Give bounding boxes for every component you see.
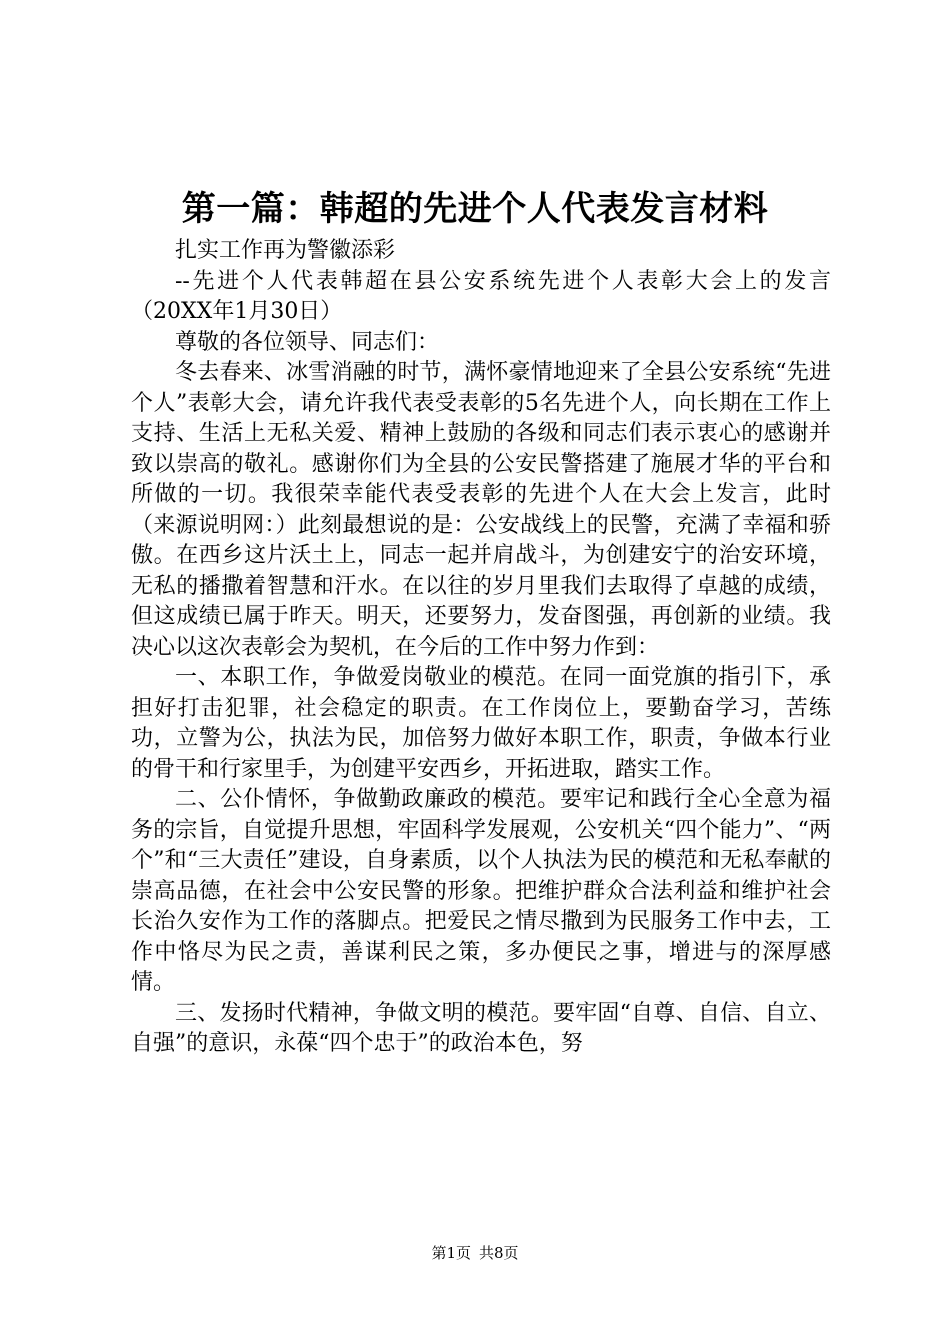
page-total: 共8页 <box>479 1244 519 1262</box>
paragraph-salutation: 尊敬的各位领导、同志们： <box>175 329 440 355</box>
paragraph-byline: --先进个人代表韩超在县公安系统先进个人表彰大会上的发言（20XX年1月30日） <box>131 268 831 324</box>
paragraph-point-two: 二、公仆情怀，争做勤政廉政的模范。要牢记和践行全心全意为福务的宗旨，自觉提升思想，牢固科学发展观，公安机关“四个能力”、“两个”和“三大责任”建设，自身素质，以个人执法为民的模范和无私奉献的崇高品德，在社会中公安民警的形象。把维护群众合法利益和维护社会长治久安作为工作的落脚点。把爱民之情尽撒到为民服务工作中去，工作中恪尽为民之责，善谋利民之策，多办便民之事，增进与的深厚感情。 <box>131 787 831 995</box>
document-body <box>131 236 831 1060</box>
document-title: 第一篇：韩超的先进个人代表发言材料 <box>181 189 769 229</box>
paragraph-subtitle: 扎实工作再为警徽添彩 <box>175 238 396 263</box>
page-footer <box>0 1243 950 1263</box>
paragraph-point-three: 三、发扬时代精神，争做文明的模范。要牢固“自尊、自信、自立、自强”的意识，永葆“四个忠于”的政治本色，努 <box>131 1000 831 1056</box>
paragraph-intro: 冬去春来、冰雪消融的时节，满怀豪情地迎来了全县公安系统“先进个人”表彰大会，请允许我代表受表彰的5名先进个人，向长期在工作上支持、生活上无私关爱、精神上鼓励的各级和同志们表示衷心的感谢并致以崇高的敬礼。感谢你们为全县的公安民警搭建了施展才华的平台和所做的一切。我很荣幸能代表受表彰的先进个人在大会上发言，此时（来源说明网：）此刻最想说的是：公安战线上的民警，充满了幸福和骄傲。在西乡这片沃土上，同志一起并肩战斗，为创建安宁的治安环境，无私的播撒着智慧和汗水。在以往的岁月里我们去取得了卓越的成绩，但这成绩已属于昨天。明天，还要努力，发奋图强，再创新的业绩。我决心以这次表彰会为契机，在今后的工作中努力作到： <box>131 360 831 660</box>
page-number: 第1页 <box>431 1244 471 1262</box>
paragraph-point-one: 一、本职工作，争做爱岗敬业的模范。在同一面党旗的指引下，承担好打击犯罪，社会稳定的职责。在工作岗位上，要勤奋学习，苦练功，立警为公，执法为民，加倍努力做好本职工作，职责，争做本行业的骨干和行家里手，为创建平安西乡，开拓进取，踏实工作。 <box>131 665 831 782</box>
